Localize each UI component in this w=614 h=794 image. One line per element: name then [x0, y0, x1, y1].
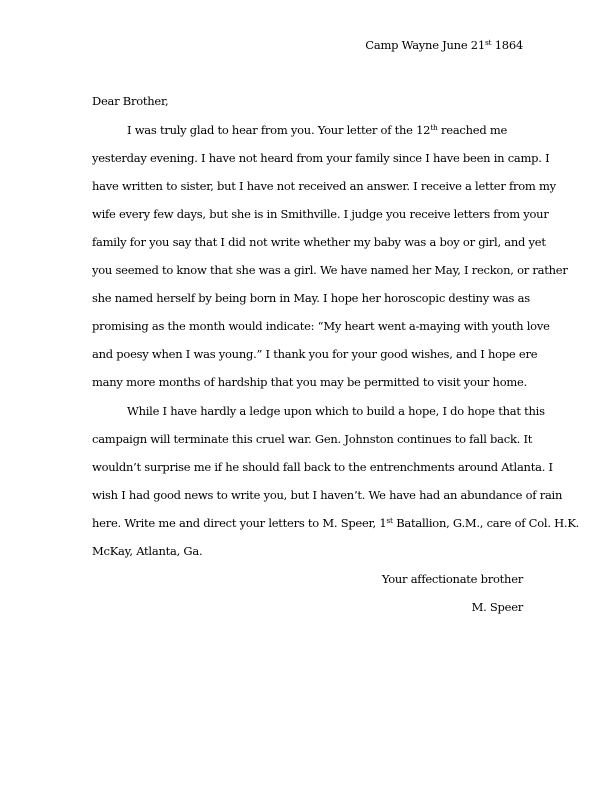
paragraph1-line: family for you say that I did not write whether my baby was a boy or girl, and yet [92, 235, 546, 249]
paragraph2-line: While I have hardly a ledge upon which to build a hope, I do hope that this [127, 404, 545, 418]
paragraph2-line: here. Write me and direct your letters to M. Speer, 1st Batallion, G.M., care of Col. H.K. [92, 516, 580, 530]
paragraph2-line: McKay, Atlanta, Ga. [92, 544, 203, 558]
letter-date: Camp Wayne June 21st 1864 [365, 38, 523, 52]
paragraph2-line: wouldn’t surprise me if he should fall back to the entrenchments around Atlanta. I [92, 460, 553, 474]
paragraph1-line: have written to sister, but I have not received an answer. I receive a letter from my [92, 179, 556, 193]
paragraph1-line: yesterday evening. I have not heard from your family since I have been in camp. I [92, 151, 550, 165]
paragraph1-line: promising as the month would indicate: “My heart went a-maying with youth love [92, 319, 550, 333]
paragraph2-line: wish I had good news to write you, but I haven’t. We have had an abundance of rain [92, 488, 563, 502]
signature: M. Speer [471, 600, 523, 614]
paragraph2-line: campaign will terminate this cruel war. Gen. Johnston continues to fall back. It [92, 432, 533, 446]
paragraph1-line: wife every few days, but she is in Smithville. I judge you receive letters from your [92, 207, 549, 221]
paragraph1-line: she named herself by being born in May. I hope her horoscopic destiny was as [92, 291, 530, 305]
paragraph1-line: I was truly glad to hear from you. Your letter of the 12th reached me [127, 123, 508, 137]
paragraph1-line: and poesy when I was young.” I thank you for your good wishes, and I hope ere [92, 347, 538, 361]
closing-line: Your affectionate brother [381, 572, 523, 586]
salutation: Dear Brother, [92, 94, 169, 108]
paragraph1-line: many more months of hardship that you may be permitted to visit your home. [92, 375, 527, 389]
paragraph1-line: you seemed to know that she was a girl. We have named her May, I reckon, or rather [92, 263, 568, 277]
